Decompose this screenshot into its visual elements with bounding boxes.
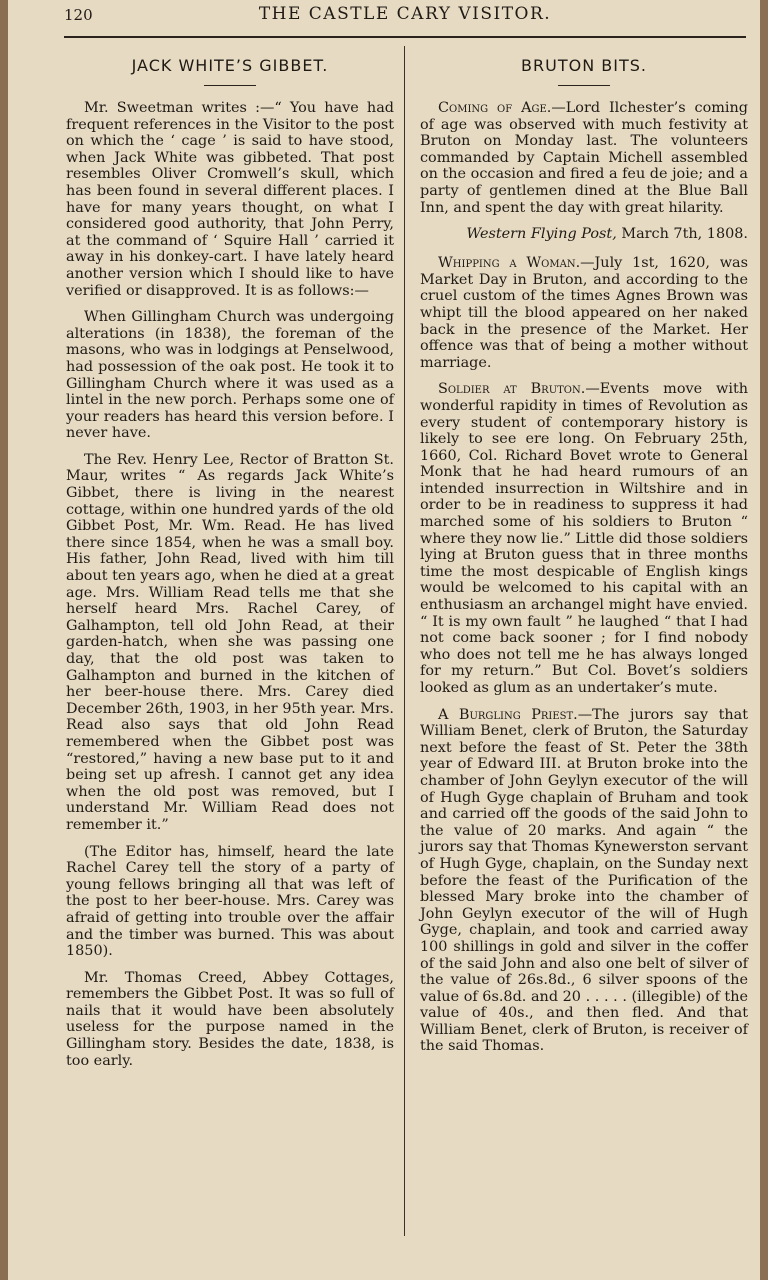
- running-head: [64, 4, 746, 28]
- left-column: [66, 50, 394, 1079]
- paragraph: Mr. Thomas Creed, Abbey Cottages, remembers the Gibbet Post. It was so full of nails that it would have been absolutely useless for the purpose named in the Gillingham story. Besides the date, 1838, is too early.: [66, 969, 394, 1069]
- right-column: [420, 50, 748, 1065]
- paragraph: (The Editor has, himself, heard the late Rachel Carey tell the story of a party of young fellows bringing all that was left of the post to her beer-house. Mrs. Carey was afraid of getting into trouble over the affair and the timber was burned. This was about 1850).: [66, 843, 394, 960]
- item-text: —July 1st, 1620, was Market Day in Bruton, and according to the cruel custom of the times Agnes Brown was whipt till the blood appeared on her naked back in the presence of the Market. Her offence was that of being a mother without marriage.: [420, 255, 748, 371]
- item-lead: A Burgling Priest.: [438, 706, 578, 723]
- item-whipping: [420, 255, 748, 371]
- column-divider: [404, 46, 405, 1236]
- item-lead: Coming of Age.: [438, 100, 552, 116]
- item-coming-of-age: [420, 100, 748, 216]
- journal-title: THE CASTLE CARY VISITOR.: [258, 4, 552, 24]
- header-rule: [64, 36, 746, 38]
- title-rule: [204, 85, 256, 86]
- item-priest: [420, 707, 748, 1055]
- paragraph: When Gillingham Church was undergoing alterations (in 1838), the foreman of the masons, who was in lodgings at Penselwood, had possession of the oak post. He took it to Gillingham Church where it was used as a lintel in the new porch. Perhaps some one of your readers has heard this version before. I never have.: [66, 309, 394, 442]
- paragraph: Mr. Sweetman writes :—“ You have had frequent references in the Visitor to the post on which the ‘ cage ’ is said to have stood, when Jack White was gibbeted. That post resembles Oliver Cromwell’s skull, which has been found in several different places. I have for many years thought, on what I considered good authority, that John Perry, at the command of ‘ Squire Hall ’ carried it away in his donkey-cart. I have lately heard another version which I should like to have verified or disapproved. It is as follows:—: [66, 100, 394, 299]
- page-number: 120: [64, 6, 93, 24]
- source-citation: [420, 226, 748, 243]
- source-title: Western Flying Post,: [466, 226, 617, 243]
- item-text: —Lord Ilchester’s coming of age was observed with much festivity at Bruton on Monday last. The volunteers commanded by Captain Michell assembled on the occasion and fired a feu de joie; and a party of gentlemen dined at the Blue Ball Inn, and spent the day with great hilarity.: [420, 100, 748, 216]
- article-title-gibbet: JACK WHITE’S GIBBET.: [131, 56, 329, 75]
- item-soldier: [420, 381, 748, 696]
- source-date: March 7th, 1808.: [616, 226, 748, 243]
- paragraph: The Rev. Henry Lee, Rector of Bratton St. Maur, writes “ As regards Jack White’s Gibbet, there is living in the nearest cottage, within one hundred yards of the old Gibbet Post, Mr. Wm. Read. He has lived there since 1854, when he was a small boy. His father, John Read, lived with him till about ten years ago, when he died at a great age. Mrs. William Read tells me that she herself heard Mrs. Rachel Carey, of Galhampton, tell old John Read, at their garden-hatch, when she was passing one day, that the old post was taken to Galhampton and burned in the kitchen of her beer-house there. Mrs. Carey died December 26th, 1903, in her 95th year. Mrs. Read also says that old John Read remembered when the Gibbet post was “restored,” having a new base put to it and being set up afresh. I cannot get any idea when the old post was removed, but I understand Mr. William Read does not remember it.”: [66, 451, 394, 833]
- item-lead: Whipping a Woman.: [438, 255, 581, 272]
- item-text: —The jurors say that William Benet, clerk of Bruton, the Saturday next before the feast of St. Peter the 38th year of Edward III. at Bruton broke into the chamber of John Geylyn executor of the will of Hugh Gyge chaplain of Bruham and took and carried off the goods of the said John to the value of 20 marks. And again “ the jurors say that Thomas Kynewerston servant of Hugh Gyge, chaplain, on the Sunday next before the feast of the Purification of the blessed Mary broke into the chamber of John Geylyn executor of the will of Hugh Gyge, chaplain, and took and carried away 100 shillings in gold and silver in the coffer of the said John and also one belt of silver of the value of 26s.8d., 6 silver spoons of the value of 6s.8d. and 20 . . . . . (illegible) of the value of 40s., and then fled. And that William Benet, clerk of Bruton, is receiver of the said Thomas.: [420, 706, 748, 1055]
- article-title-bruton: BRUTON BITS.: [521, 56, 647, 75]
- magazine-page: [8, 0, 760, 1280]
- item-lead: Soldier at Bruton.: [438, 381, 586, 398]
- title-rule: [558, 85, 610, 86]
- item-text: —Events move with wonderful rapidity in times of Revolution as every student of contemporary history is likely to see ere long. On February 25th, 1660, Col. Richard Bovet wrote to General Monk that he had heard rumours of an intended insurrection in Wiltshire and in order to be in readiness to suppress it had marched some of his soldiers to Bruton “ where they now lie.” Little did those soldiers lying at Bruton guess that in three months time the most despicable of English kings would be welcomed to his capital with an enthusiasm an archangel might have envied. “ It is my own fault ” he laughed “ that I had not come back sooner ; for I find nobody who does not tell me he has always longed for my return.” But Col. Bovet’s soldiers looked as glum as an undertaker’s mute.: [420, 381, 748, 696]
